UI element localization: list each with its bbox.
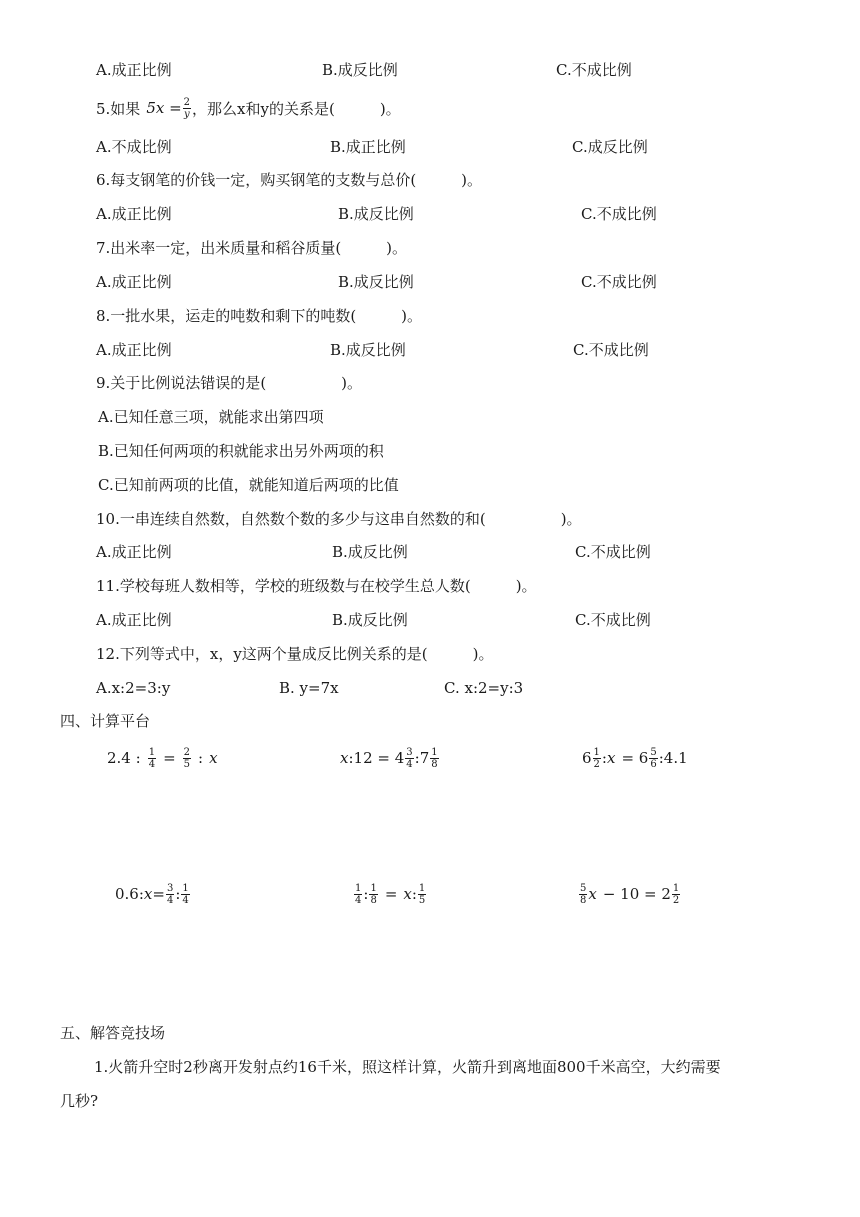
q11-option-c: C.不成比例 [575, 611, 651, 629]
q6-option-b: B.成反比例 [338, 205, 414, 223]
q8-option-a: A.成正比例 [96, 341, 172, 359]
equation-3: 6 $\frac{1}{2}$ : x = 6 $\frac{5}{6}$ :4.1 [582, 746, 688, 770]
q5-suffix: ，那么x和y的关系是( )。 [192, 99, 401, 118]
q12-option-b: B. y=7x [279, 679, 339, 697]
section-5-title: 五、解答竞技场 [60, 1024, 166, 1042]
question-6-stem: 6.每支钢笔的价钱一定，购买钢笔的支数与总价( )。 [96, 171, 483, 189]
question-s5-1-line1: 1.火箭升空时2秒离开发射点约16千米，照这样计算，火箭升到离地面800千米高空，大约需要 [94, 1058, 721, 1076]
question-11-stem: 11.学校每班人数相等，学校的班级数与在校学生总人数( )。 [96, 577, 537, 595]
question-s5-1-line2: 几秒? [60, 1092, 99, 1110]
question-8-stem: 8.一批水果，运走的吨数和剩下的吨数( )。 [96, 307, 423, 325]
q8-option-c: C.不成比例 [573, 341, 649, 359]
q10-option-b: B.成反比例 [332, 543, 408, 561]
q11-option-a: A.成正比例 [96, 611, 172, 629]
question-5-stem [96, 93, 401, 123]
equation-1: 2.4 : $\frac{1}{4}$ = $\frac{2}{5}$ : x [107, 746, 218, 770]
q4-option-c: C.不成比例 [556, 61, 632, 79]
q11-option-b: B.成反比例 [332, 611, 408, 629]
q10-option-a: A.成正比例 [96, 543, 172, 561]
q5-prefix: 5.如果 [96, 99, 141, 118]
equation-6: $\frac{5}{8}$ x − 10 = 2 $\frac{1}{2}$ [580, 882, 680, 906]
question-12-stem: 12.下列等式中，x，y这两个量成反比例关系的是( )。 [96, 645, 494, 663]
section-4-title: 四、计算平台 [60, 712, 151, 730]
q5-equation-lhs: 5x = [146, 99, 182, 117]
q7-option-a: A.成正比例 [96, 273, 172, 291]
q12-option-c: C. x:2=y:3 [444, 679, 524, 697]
q6-option-c: C.不成比例 [581, 205, 657, 223]
q8-option-b: B.成反比例 [330, 341, 406, 359]
q5-option-a: A.不成比例 [96, 138, 172, 156]
question-9-stem: 9.关于比例说法错误的是( )。 [96, 374, 363, 392]
q7-option-c: C.不成比例 [581, 273, 657, 291]
q5-option-c: C.成反比例 [572, 138, 648, 156]
q4-option-a: A.成正比例 [96, 61, 172, 79]
q5-fraction: $\frac{2}{y}$ [183, 96, 191, 120]
question-7-stem: 7.出米率一定，出米质量和稻谷质量( )。 [96, 239, 408, 257]
q9-option-a: A.已知任意三项，就能求出第四项 [98, 408, 324, 426]
q7-option-b: B.成反比例 [338, 273, 414, 291]
equation-4: 0.6: x = $\frac{3}{4}$ : $\frac{1}{4}$ [115, 882, 189, 906]
q12-option-a: A.x:2=3:y [96, 679, 171, 697]
equation-5: $\frac{1}{4}$ : $\frac{1}{8}$ = x : $\frac{1}{5}$ [355, 882, 426, 906]
q9-option-b: B.已知任何两项的积就能求出另外两项的积 [98, 442, 384, 460]
q9-option-c: C.已知前两项的比值，就能知道后两项的比值 [98, 476, 399, 494]
question-10-stem: 10.一串连续自然数，自然数个数的多少与这串自然数的和( )。 [96, 510, 582, 528]
q6-option-a: A.成正比例 [96, 205, 172, 223]
q4-option-b: B.成反比例 [322, 61, 398, 79]
q5-option-b: B.成正比例 [330, 138, 406, 156]
equation-2: x :12 = 4 $\frac{3}{4}$ :7 $\frac{1}{8}$ [340, 746, 438, 770]
q10-option-c: C.不成比例 [575, 543, 651, 561]
